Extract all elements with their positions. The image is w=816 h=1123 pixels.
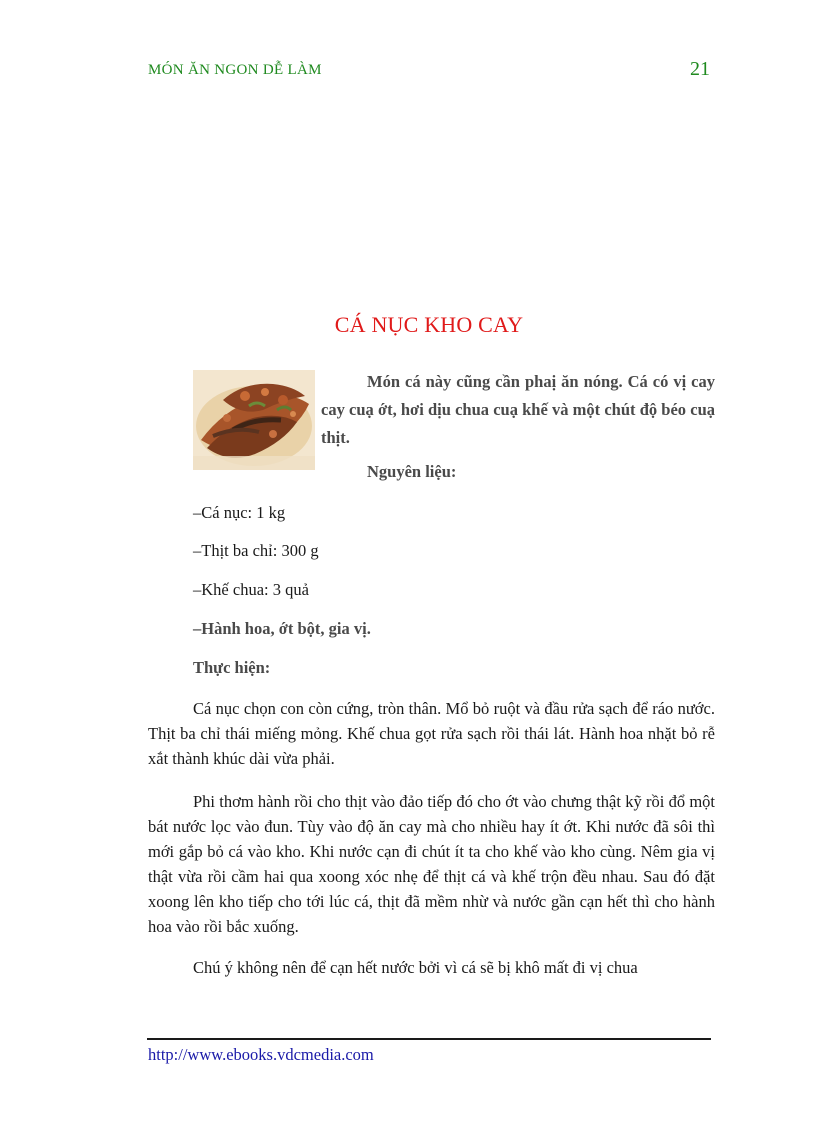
method-heading: Thực hiện: — [193, 658, 271, 677]
ingredients-heading: Nguyên liệu: — [367, 462, 457, 481]
method-paragraph: Phi thơm hành rồi cho thịt vào đảo tiếp đó cho ớt vào chưng thật kỹ rồi đổ một bát nước lọc vào đun. Tùy vào độ ăn cay mà cho nhiều hay ít ớt. Khi nước đã sôi thì mới gắp bỏ cá vào kho. Khi nước cạn đi chút ít ta cho khế vào kho cùng. Nêm gia vị thật vừa rồi cầm hai qua xoong xóc nhẹ để thịt cá và khế trộn đều nhau. Sau đó đặt xoong lên kho tiếp cho tới lúc cá, thịt đã mềm nhừ và nước gần cạn hết thì cho hành hoa vào rồi bắc xuống. — [148, 792, 715, 936]
recipe-intro: Món cá này cũng cần phaị ăn nóng. Cá có vị cay cay cuạ ớt, hơi dịu chua cuạ khế và một chút độ béo cuạ thịt. — [321, 372, 715, 447]
ingredient-item: –Thịt ba chỉ: 300 g — [193, 541, 319, 560]
footer-link[interactable]: http://www.ebooks.vdcmedia.com — [148, 1045, 374, 1064]
ingredient-item: –Cá nục: 1 kg — [193, 503, 286, 522]
braised-fish-photo — [193, 370, 315, 470]
ingredient-item: –Khế chua: 3 quả — [193, 580, 309, 599]
footer-rule — [147, 1038, 711, 1040]
recipe-title: CÁ NỤC KHO CAY — [334, 312, 524, 337]
braised-fish-photo-icon — [193, 370, 315, 470]
ingredient-item: –Hành hoa, ớt bột, gia vị. — [193, 619, 371, 638]
method-paragraph: Chú ý không nên để cạn hết nước bởi vì cá sẽ bị khô mất đi vị chua — [193, 958, 638, 977]
method-paragraph: Cá nục chọn con còn cứng, tròn thân. Mổ bỏ ruột và đầu rửa sạch để ráo nước. Thịt ba chỉ thái miếng mỏng. Khế chua gọt rửa sạch rồi thái lát. Hành hoa nhặt bỏ rễ xắt thành khúc dài vừa phải. — [148, 699, 715, 768]
page-number: 21 — [690, 58, 710, 80]
running-header: MÓN ĂN NGON DỄ LÀM — [148, 62, 322, 78]
